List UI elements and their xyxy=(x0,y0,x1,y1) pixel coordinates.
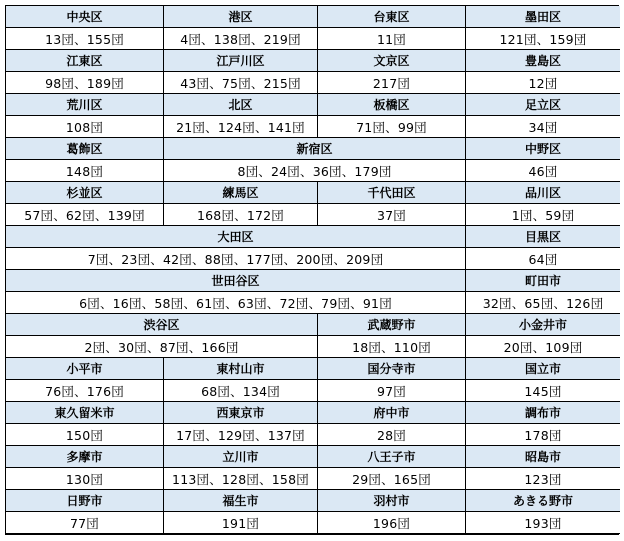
table-value-cell: 76団、176団 xyxy=(6,380,164,402)
table-value-cell: 108団 xyxy=(6,116,164,138)
table-value-cell: 11団 xyxy=(318,28,466,50)
table-header-cell: 目黒区 xyxy=(466,226,620,248)
district-table xyxy=(5,5,619,535)
table-value-cell: 13団、155団 xyxy=(6,28,164,50)
table-value-cell: 130団 xyxy=(6,468,164,490)
table-value-cell: 34団 xyxy=(466,116,620,138)
table-value-cell: 1団、59団 xyxy=(466,204,620,226)
table-header-cell: 板橋区 xyxy=(318,94,466,116)
table-value-cell: 113団、128団、158団 xyxy=(164,468,318,490)
table-value-cell: 32団、65団、126団 xyxy=(466,292,620,314)
table-header-cell: 江東区 xyxy=(6,50,164,72)
table-value-cell: 196団 xyxy=(318,512,466,534)
table-header-cell: 世田谷区 xyxy=(6,270,466,292)
table-value-cell: 18団、110団 xyxy=(318,336,466,358)
table-header-cell: 千代田区 xyxy=(318,182,466,204)
table-value-cell: 178団 xyxy=(466,424,620,446)
table-header-cell: 新宿区 xyxy=(164,138,466,160)
table-header-cell: 中野区 xyxy=(466,138,620,160)
table-header-cell: 八王子市 xyxy=(318,446,466,468)
table-header-cell: 日野市 xyxy=(6,490,164,512)
table-header-cell: 渋谷区 xyxy=(6,314,318,336)
table-value-cell: 123団 xyxy=(466,468,620,490)
table-header-cell: 港区 xyxy=(164,6,318,28)
table-header-cell: 小平市 xyxy=(6,358,164,380)
table-header-cell: 豊島区 xyxy=(466,50,620,72)
table-header-cell: 東村山市 xyxy=(164,358,318,380)
table-header-cell: 品川区 xyxy=(466,182,620,204)
table-value-cell: 68団、134団 xyxy=(164,380,318,402)
table-header-cell: 文京区 xyxy=(318,50,466,72)
table-value-cell: 148団 xyxy=(6,160,164,182)
table-header-cell: 多摩市 xyxy=(6,446,164,468)
table-header-cell: 立川市 xyxy=(164,446,318,468)
table-value-cell: 121団、159団 xyxy=(466,28,620,50)
table-value-cell: 12団 xyxy=(466,72,620,94)
table-header-cell: 墨田区 xyxy=(466,6,620,28)
table-value-cell: 57団、62団、139団 xyxy=(6,204,164,226)
table-header-cell: 東久留米市 xyxy=(6,402,164,424)
table-header-cell: 町田市 xyxy=(466,270,620,292)
table-value-cell: 6団、16団、58団、61団、63団、72団、79団、91団 xyxy=(6,292,466,314)
table-value-cell: 217団 xyxy=(318,72,466,94)
table-value-cell: 8団、24団、36団、179団 xyxy=(164,160,466,182)
table-header-cell: 大田区 xyxy=(6,226,466,248)
table-value-cell: 97団 xyxy=(318,380,466,402)
table-value-cell: 150団 xyxy=(6,424,164,446)
table-header-cell: 北区 xyxy=(164,94,318,116)
table-value-cell: 43団、75団、215団 xyxy=(164,72,318,94)
table-header-cell: 羽村市 xyxy=(318,490,466,512)
table-value-cell: 37団 xyxy=(318,204,466,226)
table-header-cell: 府中市 xyxy=(318,402,466,424)
table-header-cell: 荒川区 xyxy=(6,94,164,116)
table-header-cell: 葛飾区 xyxy=(6,138,164,160)
table-header-cell: 武蔵野市 xyxy=(318,314,466,336)
table-value-cell: 71団、99団 xyxy=(318,116,466,138)
table-value-cell: 7団、23団、42団、88団、177団、200団、209団 xyxy=(6,248,466,270)
table-header-cell: 杉並区 xyxy=(6,182,164,204)
table-header-cell: 昭島市 xyxy=(466,446,620,468)
table-header-cell: 小金井市 xyxy=(466,314,620,336)
table-header-cell: 西東京市 xyxy=(164,402,318,424)
table-value-cell: 46団 xyxy=(466,160,620,182)
table-header-cell: あきる野市 xyxy=(466,490,620,512)
table-header-cell: 調布市 xyxy=(466,402,620,424)
table-header-cell: 足立区 xyxy=(466,94,620,116)
table-header-cell: 江戸川区 xyxy=(164,50,318,72)
table-header-cell: 福生市 xyxy=(164,490,318,512)
table-value-cell: 77団 xyxy=(6,512,164,534)
table-value-cell: 98団、189団 xyxy=(6,72,164,94)
table-value-cell: 2団、30団、87団、166団 xyxy=(6,336,318,358)
table-header-cell: 練馬区 xyxy=(164,182,318,204)
table-value-cell: 4団、138団、219団 xyxy=(164,28,318,50)
table-value-cell: 191団 xyxy=(164,512,318,534)
table-value-cell: 20団、109団 xyxy=(466,336,620,358)
table-value-cell: 17団、129団、137団 xyxy=(164,424,318,446)
table-header-cell: 台東区 xyxy=(318,6,466,28)
table-header-cell: 国立市 xyxy=(466,358,620,380)
table-value-cell: 193団 xyxy=(466,512,620,534)
table-header-cell: 中央区 xyxy=(6,6,164,28)
table-value-cell: 145団 xyxy=(466,380,620,402)
table-value-cell: 28団 xyxy=(318,424,466,446)
table-header-cell: 国分寺市 xyxy=(318,358,466,380)
table-value-cell: 168団、172団 xyxy=(164,204,318,226)
table-value-cell: 21団、124団、141団 xyxy=(164,116,318,138)
table-value-cell: 64団 xyxy=(466,248,620,270)
table-value-cell: 29団、165団 xyxy=(318,468,466,490)
